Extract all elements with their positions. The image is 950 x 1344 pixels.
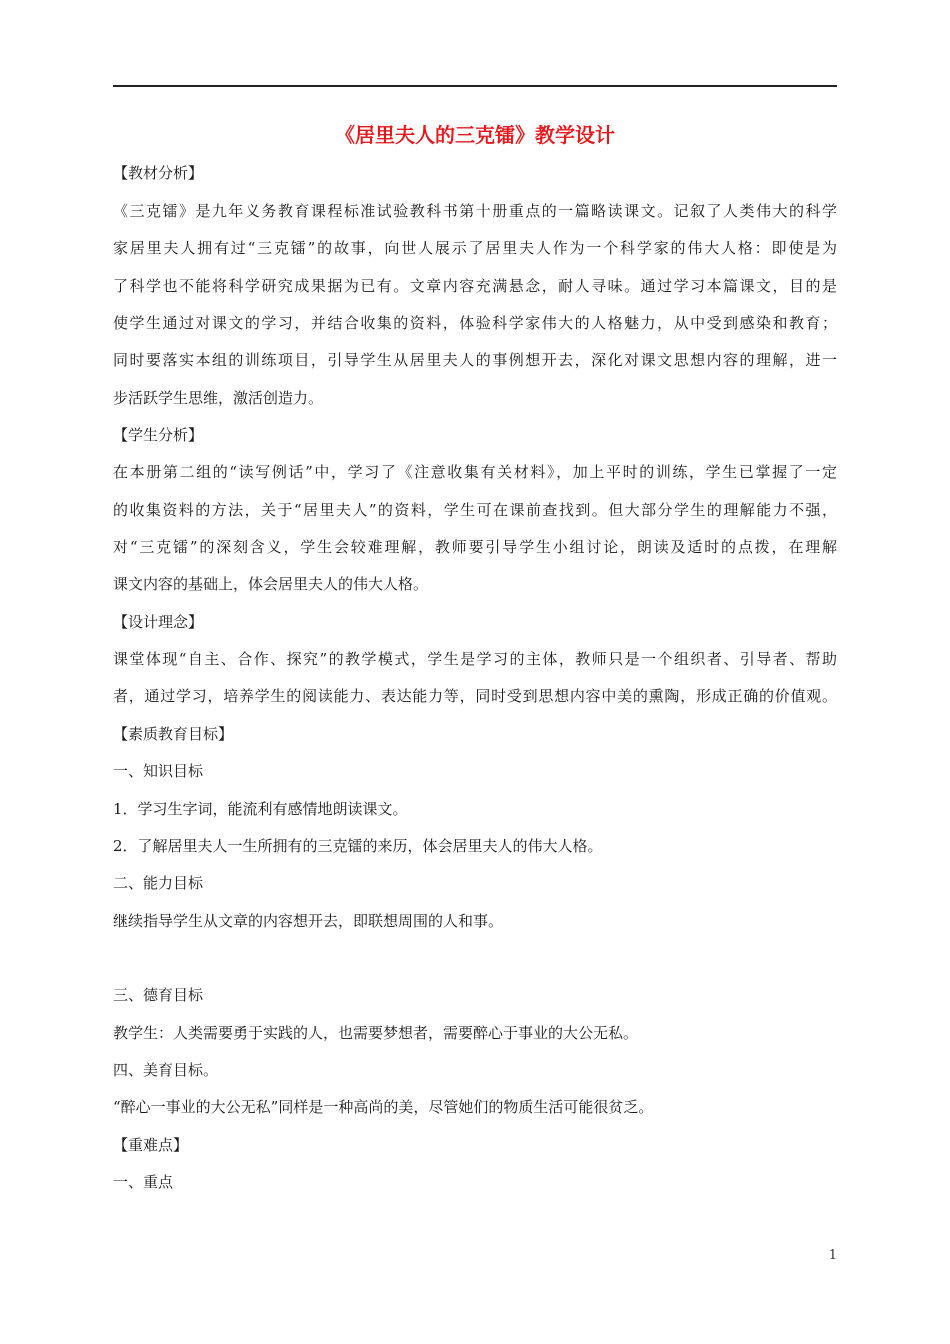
subheading-focus: 一、重点	[113, 1173, 174, 1191]
section-heading-student-analysis: 【学生分析】	[113, 426, 204, 444]
list-item: 2．了解居里夫人一生所拥有的三克镭的来历，体会居里夫人的伟大人格。	[113, 837, 603, 855]
subheading-ability-goals: 二、能力目标	[113, 874, 204, 892]
paragraph-line: “醉心一事业的大公无私”同样是一种高尚的美，尽管她们的物质生活可能很贫乏。	[113, 1098, 654, 1116]
paragraph-line: 的收集资料的方法，关于“居里夫人”的资料，学生可在课前查找到。但大部分学生的理解能力不强，	[113, 501, 837, 519]
subheading-moral-goals: 三、德育目标	[113, 986, 204, 1004]
paragraph-line: 教学生：人类需要勇于实践的人，也需要梦想者，需要醉心于事业的大公无私。	[113, 1024, 639, 1042]
paragraph-line: 《三克镭》是九年义务教育课程标准试验教科书第十册重点的一篇略读课文。记叙了人类伟大的科学	[113, 202, 837, 220]
section-heading-key-points: 【重难点】	[113, 1136, 189, 1154]
paragraph-line: 了科学也不能将科学研究成果据为已有。文章内容充满悬念，耐人寻味。通过学习本篇课文，目的是	[113, 277, 837, 295]
section-heading-textbook-analysis: 【教材分析】	[113, 164, 204, 182]
paragraph-line: 课文内容的基础上，体会居里夫人的伟大人格。	[113, 575, 429, 593]
subheading-aesthetic-goals: 四、美育目标。	[113, 1061, 219, 1079]
paragraph-line: 家居里夫人拥有过“三克镭”的故事，向世人展示了居里夫人作为一个科学家的伟大人格：即使是为	[113, 239, 837, 257]
paragraph-line: 继续指导学生从文章的内容想开去，即联想周围的人和事。	[113, 912, 504, 930]
section-heading-design-concept: 【设计理念】	[113, 613, 204, 631]
paragraph-line: 者，通过学习，培养学生的阅读能力、表达能力等，同时受到思想内容中美的熏陶，形成正确的价值观。	[113, 687, 837, 705]
section-heading-quality-goals: 【素质教育目标】	[113, 725, 234, 743]
paragraph-line: 在本册第二组的“读写例话”中，学习了《注意收集有关材料》，加上平时的训练，学生已掌握了一定	[113, 463, 837, 481]
paragraph-line: 步活跃学生思维，激活创造力。	[113, 389, 324, 407]
list-item: 1．学习生字词，能流利有感情地朗读课文。	[113, 800, 408, 818]
page-number: 1	[828, 1248, 837, 1263]
header-rule	[113, 85, 837, 87]
paragraph-line: 对“三克镭”的深刻含义，学生会较难理解，教师要引导学生小组讨论，朗读及适时的点拨，在理解	[113, 538, 837, 556]
document-title: 《居里夫人的三克镭》教学设计	[335, 123, 615, 147]
paragraph-line: 同时要落实本组的训练项目，引导学生从居里夫人的事例想开去，深化对课文思想内容的理解，进一	[113, 351, 837, 369]
subheading-knowledge-goals: 一、知识目标	[113, 762, 204, 780]
paragraph-line: 课堂体现“自主、合作、探究”的教学模式，学生是学习的主体，教师只是一个组织者、引导者、帮助	[113, 650, 837, 668]
paragraph-line: 使学生通过对课文的学习，并结合收集的资料，体验科学家伟大的人格魅力，从中受到感染和教育；	[113, 314, 837, 332]
